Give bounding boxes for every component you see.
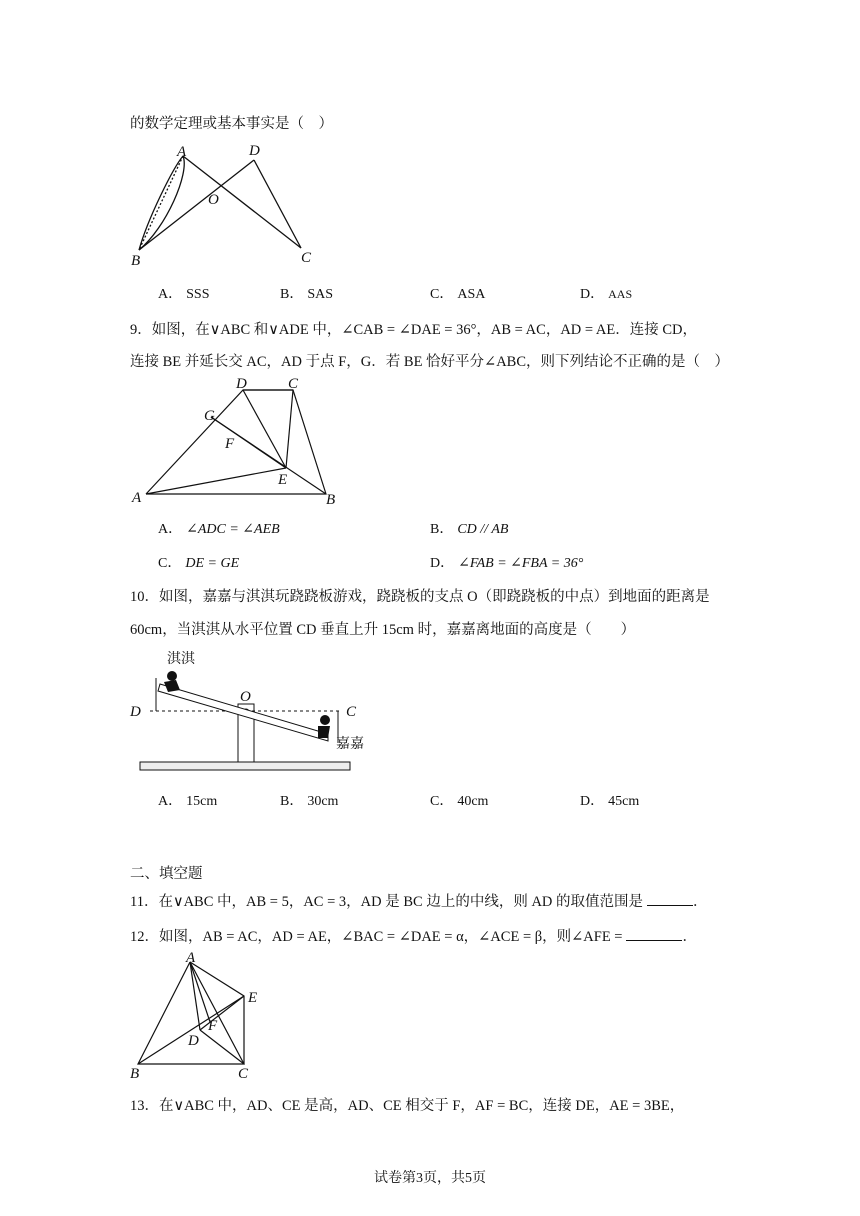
- q8-label-b: B: [131, 253, 141, 269]
- q9-label-g: G: [204, 408, 215, 424]
- q10-option-b: B． 30cm: [280, 794, 339, 809]
- q8-figure: [128, 138, 328, 270]
- q12: 12．如图，AB = AC，AD = AE，∠BAC = ∠DAE = α，∠ACE = β，则∠AFE = ．: [130, 929, 697, 945]
- q10-line-2: 60cm，当淇淇从水平位置 CD 垂直上升 15cm 时，嘉嘉离地面的高度是（ ）: [130, 622, 636, 638]
- q9-label-a: A: [132, 490, 142, 506]
- q8-option-d: D． AAS: [580, 287, 633, 302]
- q9-option-b: B． CD // AB: [430, 522, 509, 537]
- q12-label-a: A: [186, 950, 196, 966]
- q8-stem-tail: 的数学定理或基本事实是（ ）: [130, 116, 333, 132]
- page-footer: 试卷第3页，共5页: [374, 1171, 486, 1186]
- q10-figure: [128, 646, 368, 776]
- q8-label-d: D: [249, 143, 260, 159]
- q10-label-d: D: [130, 704, 141, 720]
- q13: 13．在∨ABC 中，AD、CE 是高，AD、CE 相交于 F，AF = BC，连接 DE，AE = 3BE，: [130, 1098, 685, 1114]
- q8-option-c: C． ASA: [430, 287, 486, 302]
- q8-label-c: C: [301, 250, 312, 266]
- q11-blank: [647, 893, 693, 906]
- q10-option-d: D． 45cm: [580, 794, 640, 809]
- q11: 11．在∨ABC 中，AB = 5，AC = 3，AD 是 BC 边上的中线，则 AD 的取值范围是 ．: [130, 894, 708, 910]
- q8-option-a: A． SSS: [158, 287, 210, 302]
- q9-option-d: D． ∠FAB = ∠FBA = 36°: [430, 556, 584, 571]
- q12-label-d: D: [188, 1033, 199, 1049]
- q10-option-a: A． 15cm: [158, 794, 218, 809]
- section-title: 二、填空题: [130, 866, 203, 882]
- q10-label-qiqi: 淇淇: [167, 652, 195, 667]
- q9-label-f: F: [225, 436, 235, 452]
- q12-label-b: B: [130, 1066, 140, 1082]
- q10-option-c: C． 40cm: [430, 794, 489, 809]
- q10-label-o: O: [240, 689, 251, 705]
- q12-label-e: E: [248, 990, 258, 1006]
- q9-line-2: 连接 BE 并延长交 AC，AD 于点 F，G．若 BE 恰好平分∠ABC，则下列结论不正确的是（ ）: [130, 354, 730, 370]
- q9-label-b: B: [326, 492, 336, 508]
- q12-blank: [626, 928, 682, 941]
- q9-line-1: 9．如图，在∨ABC 和∨ADE 中，∠CAB = ∠DAE = 36°，AB = AC，AD = AE．连接 CD，: [130, 322, 697, 338]
- q9-label-c: C: [288, 376, 299, 392]
- q10-line-1: 10．如图，嘉嘉与淇淇玩跷跷板游戏，跷跷板的支点 O（即跷跷板的中点）到地面的距离是: [130, 589, 710, 605]
- q10-label-c: C: [346, 704, 357, 720]
- q8-label-o: O: [208, 192, 219, 208]
- q9-option-a: A． ∠ADC = ∠AEB: [158, 522, 280, 537]
- q8-option-b: B． SAS: [280, 287, 334, 302]
- q9-label-e: E: [278, 472, 288, 488]
- q12-label-f: F: [208, 1018, 218, 1034]
- q8-label-a: A: [177, 144, 187, 160]
- q9-figure: [128, 372, 348, 508]
- q12-figure: [128, 950, 268, 1086]
- q12-label-c: C: [238, 1066, 249, 1082]
- q9-label-d: D: [236, 376, 247, 392]
- q10-label-jiajia: 嘉嘉: [336, 737, 364, 752]
- q9-option-c: C． DE = GE: [158, 556, 240, 571]
